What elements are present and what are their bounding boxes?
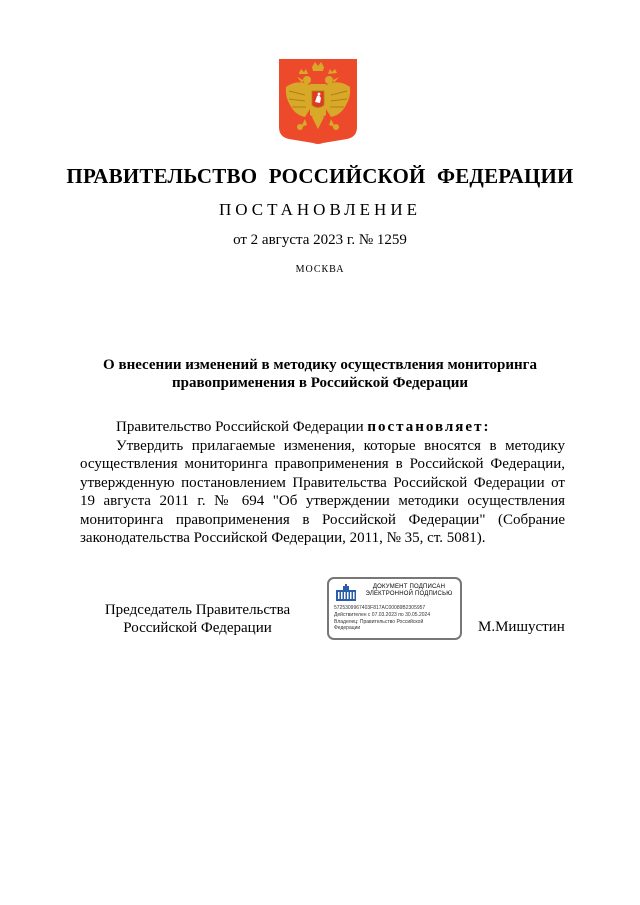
government-building-icon: [334, 584, 358, 602]
stamp-owner: Владелец: Правительство Российской Федерации: [334, 619, 424, 631]
subject-line-1: О внесении изменений в методику осуществления мониторинга: [103, 357, 537, 373]
stamp-validity: Действителен с 07.03.2023 по 30.05.2024: [334, 612, 431, 618]
stamp-certificate: 5725309967403F817AC00089B2305957: [334, 605, 426, 611]
signer-position: [95, 601, 300, 637]
government-title: ПРАВИТЕЛЬСТВО РОССИЙСКОЙ ФЕДЕРАЦИИ: [66, 164, 574, 188]
electronic-signature-stamp: [327, 577, 462, 640]
coat-of-arms-emblem: [277, 57, 359, 145]
document-date-number: от 2 августа 2023 г. № 1259: [233, 232, 407, 248]
stamp-title-line-2: ЭЛЕКТРОННОЙ ПОДПИСЬЮ: [365, 591, 453, 597]
subject-line-2: правоприменения в Российской Федерации: [171, 375, 469, 391]
signer-position-line-1: Председатель Правительства: [104, 602, 291, 618]
document-city: МОСКВА: [295, 264, 345, 275]
document-type: ПОСТАНОВЛЕНИЕ: [218, 200, 421, 219]
preamble-text: Правительство Российской Федерации: [116, 419, 368, 435]
decree-word: постановляет:: [367, 419, 491, 435]
document-subject: [80, 356, 560, 392]
stamp-title: [357, 584, 461, 598]
document-body: [80, 418, 565, 548]
stamp-title-line-1: ДОКУМЕНТ ПОДПИСАН: [372, 584, 446, 590]
main-paragraph: Утвердить прилагаемые изменения, которые вносятся в методику осуществления мониторинга правоприменения в Российской Федерации, утвержденную постановлением Правительства Российской Федерации от 19 августа 2011 г. № 694 "Об утверждении методики осуществления мониторинга правоприменения в Российской Федерации" (Собрание законодательства Российской Федерации, 2011, № 35, ст. 5081).: [80, 437, 565, 546]
preamble-paragraph: [80, 418, 565, 437]
signer-position-line-2: Российской Федерации: [123, 620, 272, 636]
signer-name: М.Мишустин: [478, 619, 565, 635]
